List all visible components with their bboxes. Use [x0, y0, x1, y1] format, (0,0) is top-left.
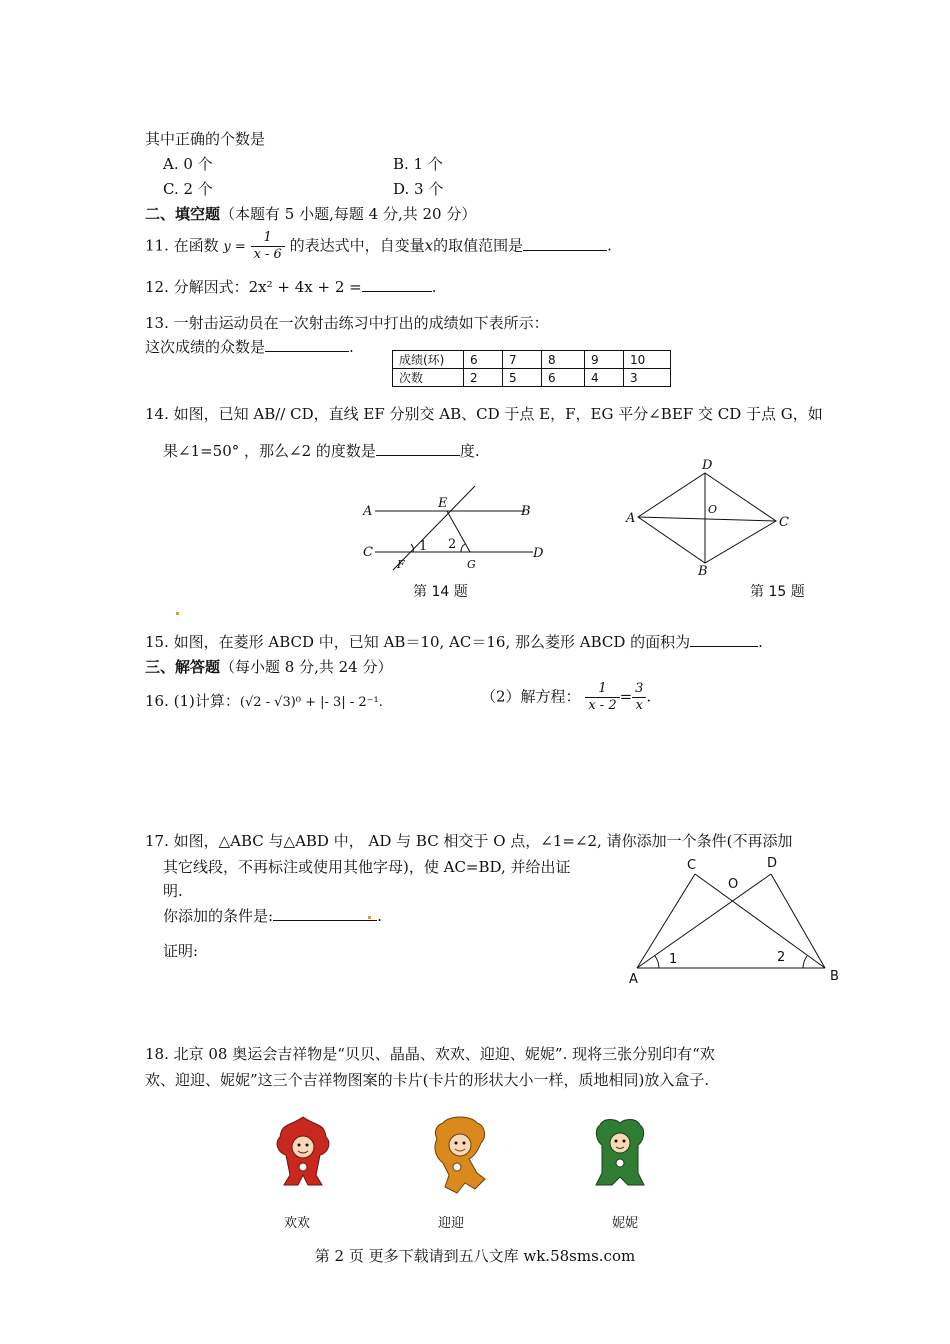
table-row — [393, 369, 671, 387]
question-14-line1: 14. 如图，已知 AB// CD，直线 EF 分别交 AB、CD 于点 E，F，EG 平分∠BEF 交 CD 于点 G，如 — [145, 405, 823, 423]
answer-blank — [523, 236, 607, 251]
table-row — [393, 351, 671, 369]
question-18-line2: 欢、迎迎、妮妮”这三个吉祥物图案的卡片(卡片的形状大小一样，质地相同)放入盒子. — [145, 1071, 710, 1089]
mascot-huanhuan-image — [268, 1113, 338, 1193]
label-c: C — [363, 545, 373, 560]
label-o: O — [728, 877, 739, 892]
label-a: A — [629, 972, 638, 987]
section2-note: （本题有 5 小题,每题 4 分,共 20 分） — [220, 205, 477, 223]
mascot-nini-image — [590, 1113, 650, 1193]
label-e: E — [438, 496, 448, 511]
question-18-line1: 18. 北京 08 奥运会吉祥物是“贝贝、晶晶、欢欢、迎迎、妮妮”. 现将三张分别印有“欢 — [145, 1045, 715, 1063]
table-cell: 成绩(环) — [393, 351, 464, 369]
answer-blank — [273, 906, 377, 921]
section3-title: 三、解答题 — [145, 658, 221, 676]
answer-blank — [265, 337, 349, 352]
label-b: B — [698, 564, 708, 579]
table-cell: 9 — [585, 351, 624, 369]
table-cell: 7 — [503, 351, 542, 369]
caption-15: 第 15 题 — [750, 584, 805, 600]
caption-14: 第 14 题 — [413, 584, 468, 600]
label-a: A — [363, 504, 373, 519]
question-17-line2: 其它线段，不再标注或使用其他字母)，使 AC=BD, 并给出证 — [163, 858, 571, 876]
label-g: G — [467, 558, 476, 571]
answer-blank — [362, 277, 432, 292]
section2-heading — [145, 203, 476, 224]
question-16-part2: （2）解方程： $\frac{1}{x - 2}$ = $\frac{3}{x}$ . — [481, 681, 652, 713]
table-cell: 4 — [585, 369, 624, 387]
table-cell: 8 — [542, 351, 585, 369]
table-cell: 次数 — [393, 369, 464, 387]
question-17-line1: 17. 如图，△ABC 与△ABD 中， AD 与 BC 相交于 O 点，∠1=∠2, 请你添加一个条件(不再添加 — [145, 832, 793, 850]
label-d: D — [767, 856, 778, 871]
question-13-line2: 这次成绩的众数是 . — [145, 338, 354, 356]
table-cell: 2 — [464, 369, 503, 387]
angle-1: 1 — [669, 952, 678, 967]
question-11: 11. 在函数 y = $\frac{1}{x - 6}$ 的表达式中，自变量x的取值范围是 . — [145, 230, 612, 262]
question-12: 12. 分解因式：2x² + 4x + 2 = . — [145, 278, 437, 296]
label-d: D — [702, 458, 713, 473]
angle-2: 2 — [448, 537, 457, 552]
table-cell: 6 — [464, 351, 503, 369]
option-b: B. 1 个 — [393, 155, 443, 173]
question-13-line1: 13. 一射击运动员在一次射击练习中打出的成绩如下表所示： — [145, 314, 549, 332]
section3-note: （每小题 8 分,共 24 分） — [220, 658, 393, 676]
option-d: D. 3 个 — [393, 180, 444, 198]
q10-tail: 其中正确的个数是 — [145, 130, 266, 148]
mascot-label: 欢欢 — [284, 1216, 311, 1231]
question-17-line4: 你添加的条件是: . — [163, 907, 382, 925]
score-table — [392, 350, 671, 387]
table-cell: 10 — [624, 351, 671, 369]
table-cell: 3 — [624, 369, 671, 387]
q16-expression: (√2 - √3)⁰ + |- 3| - 2⁻¹. — [239, 695, 383, 710]
label-d: D — [533, 546, 544, 561]
mascot-label: 妮妮 — [612, 1216, 639, 1231]
table-cell: 5 — [503, 369, 542, 387]
q11-fraction: $\frac{1}{x - 6}$ — [251, 230, 285, 263]
question-15: 15. 如图，在菱形 ABCD 中，已知 AB＝10, AC＝16, 那么菱形 ABCD 的面积为 . — [145, 633, 763, 651]
label-b: B — [521, 504, 531, 519]
label-c: C — [779, 515, 789, 530]
option-c: C. 2 个 — [163, 180, 213, 198]
q16-left-fraction: $\frac{1}{x - 2}$ — [585, 681, 619, 714]
question-17-proof: 证明: — [163, 942, 199, 960]
page-footer: 第 2 页 更多下载请到五八文库 wk.58sms.com — [314, 1247, 636, 1265]
table-cell: 6 — [542, 369, 585, 387]
section3-heading — [145, 656, 393, 677]
section2-title: 二、填空题 — [145, 205, 221, 223]
answer-blank — [376, 441, 460, 456]
figure-14 — [355, 478, 555, 578]
figure-15 — [620, 455, 800, 580]
angle-1: 1 — [419, 539, 428, 554]
stray-dot — [368, 916, 371, 919]
figure-17 — [625, 852, 845, 987]
label-c: C — [687, 858, 697, 873]
answer-blank — [690, 632, 758, 647]
question-16-part1: 16. (1)计算：(√2 - √3)⁰ + |- 3| - 2⁻¹. — [145, 692, 383, 710]
mascot-label: 迎迎 — [438, 1216, 465, 1231]
q16-right-fraction: $\frac{3}{x}$ — [632, 681, 646, 714]
label-a: A — [626, 511, 636, 526]
question-14-line2: 果∠1=50° ，那么∠2 的度数是 度. — [163, 442, 480, 460]
stray-dot — [176, 612, 179, 615]
question-17-line3: 明. — [163, 882, 183, 900]
option-a: A. 0 个 — [163, 155, 213, 173]
label-f: F — [397, 558, 405, 571]
mascot-yingying-image — [425, 1113, 495, 1198]
label-b: B — [830, 969, 839, 984]
angle-2: 2 — [777, 950, 786, 965]
label-o: O — [708, 503, 718, 516]
